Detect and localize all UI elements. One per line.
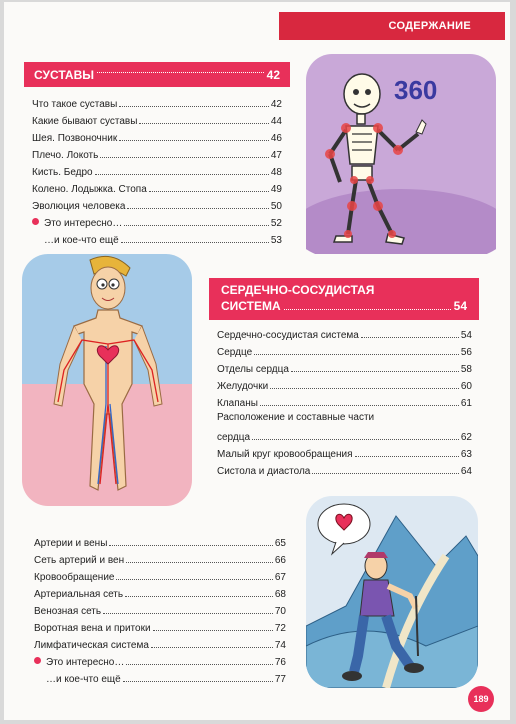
toc-entry[interactable]: Венозная сеть 70 — [34, 606, 286, 617]
toc-entry[interactable]: Воротная вена и притоки 72 — [34, 623, 286, 634]
bullet-icon — [32, 218, 39, 225]
section-title-line1: СЕРДЕЧНО-СОСУДИСТАЯ — [221, 283, 375, 297]
toc-list-joints — [32, 93, 282, 246]
toc-list-cardiovascular — [217, 324, 472, 477]
toc-entry[interactable]: Артериальная сеть 68 — [34, 589, 286, 600]
section-page: 54 — [453, 299, 467, 313]
toc-entry[interactable]: Клапаны 61 — [217, 398, 472, 409]
leader-dots — [97, 72, 264, 73]
hiker-illustration — [306, 496, 478, 693]
toc-entry[interactable]: Артерии и вены 65 — [34, 538, 286, 549]
section-heading-cardiovascular — [209, 278, 479, 320]
skeleton-caption: 360 — [394, 75, 438, 105]
toc-entry[interactable]: Что такое суставы 42 — [32, 99, 282, 110]
toc-entry[interactable]: Желудочки 60 — [217, 381, 472, 392]
toc-entry[interactable]: Это интересно… 52 — [32, 212, 282, 229]
section-title: СУСТАВЫ — [34, 67, 94, 82]
toc-entry[interactable]: Сердце 56 — [217, 347, 472, 358]
section-page: 42 — [266, 67, 280, 82]
toc-entry[interactable]: Эволюция человека 50 — [32, 201, 282, 212]
toc-entry[interactable]: Какие бывают суставы 44 — [32, 116, 282, 127]
toc-entry[interactable]: Сеть артерий и вен 66 — [34, 555, 286, 566]
toc-entry[interactable]: Малый круг кровообращения 63 — [217, 449, 472, 460]
section-title-line2: СИСТЕМА — [221, 299, 281, 313]
book-page — [4, 2, 510, 720]
leader-dots — [284, 309, 451, 310]
bullet-icon — [34, 657, 41, 664]
toc-entry[interactable]: Систола и диастола 64 — [217, 466, 472, 477]
toc-entry[interactable]: Колено. Лодыжка. Стопа 49 — [32, 184, 282, 195]
toc-entry[interactable]: Отделы сердца 58 — [217, 364, 472, 375]
toc-entry[interactable]: …и кое-что ещё 53 — [44, 235, 282, 246]
toc-entry[interactable]: Кисть. Бедро 48 — [32, 167, 282, 178]
circulatory-body-illustration — [22, 254, 192, 511]
skeleton-illustration — [306, 54, 496, 259]
toc-entry[interactable]: Шея. Позвоночник 46 — [32, 133, 282, 144]
toc-list-vessels — [34, 532, 286, 685]
toc-entry[interactable]: Лимфатическая система 74 — [34, 640, 286, 651]
toc-entry[interactable]: Кровообращение 67 — [34, 572, 286, 583]
page-title: СОДЕРЖАНИЕ — [279, 12, 505, 40]
toc-entry[interactable]: Сердечно-сосудистая система 54 — [217, 330, 472, 341]
page-number-badge: 189 — [468, 686, 494, 712]
toc-entry[interactable]: Плечо. Локоть 47 — [32, 150, 282, 161]
toc-entry[interactable]: Расположение и составные части сердца 62 — [217, 412, 472, 443]
toc-entry[interactable]: Это интересно… 76 — [34, 651, 286, 668]
toc-entry[interactable]: …и кое-что ещё 77 — [46, 674, 286, 685]
section-heading-joints — [24, 62, 290, 87]
